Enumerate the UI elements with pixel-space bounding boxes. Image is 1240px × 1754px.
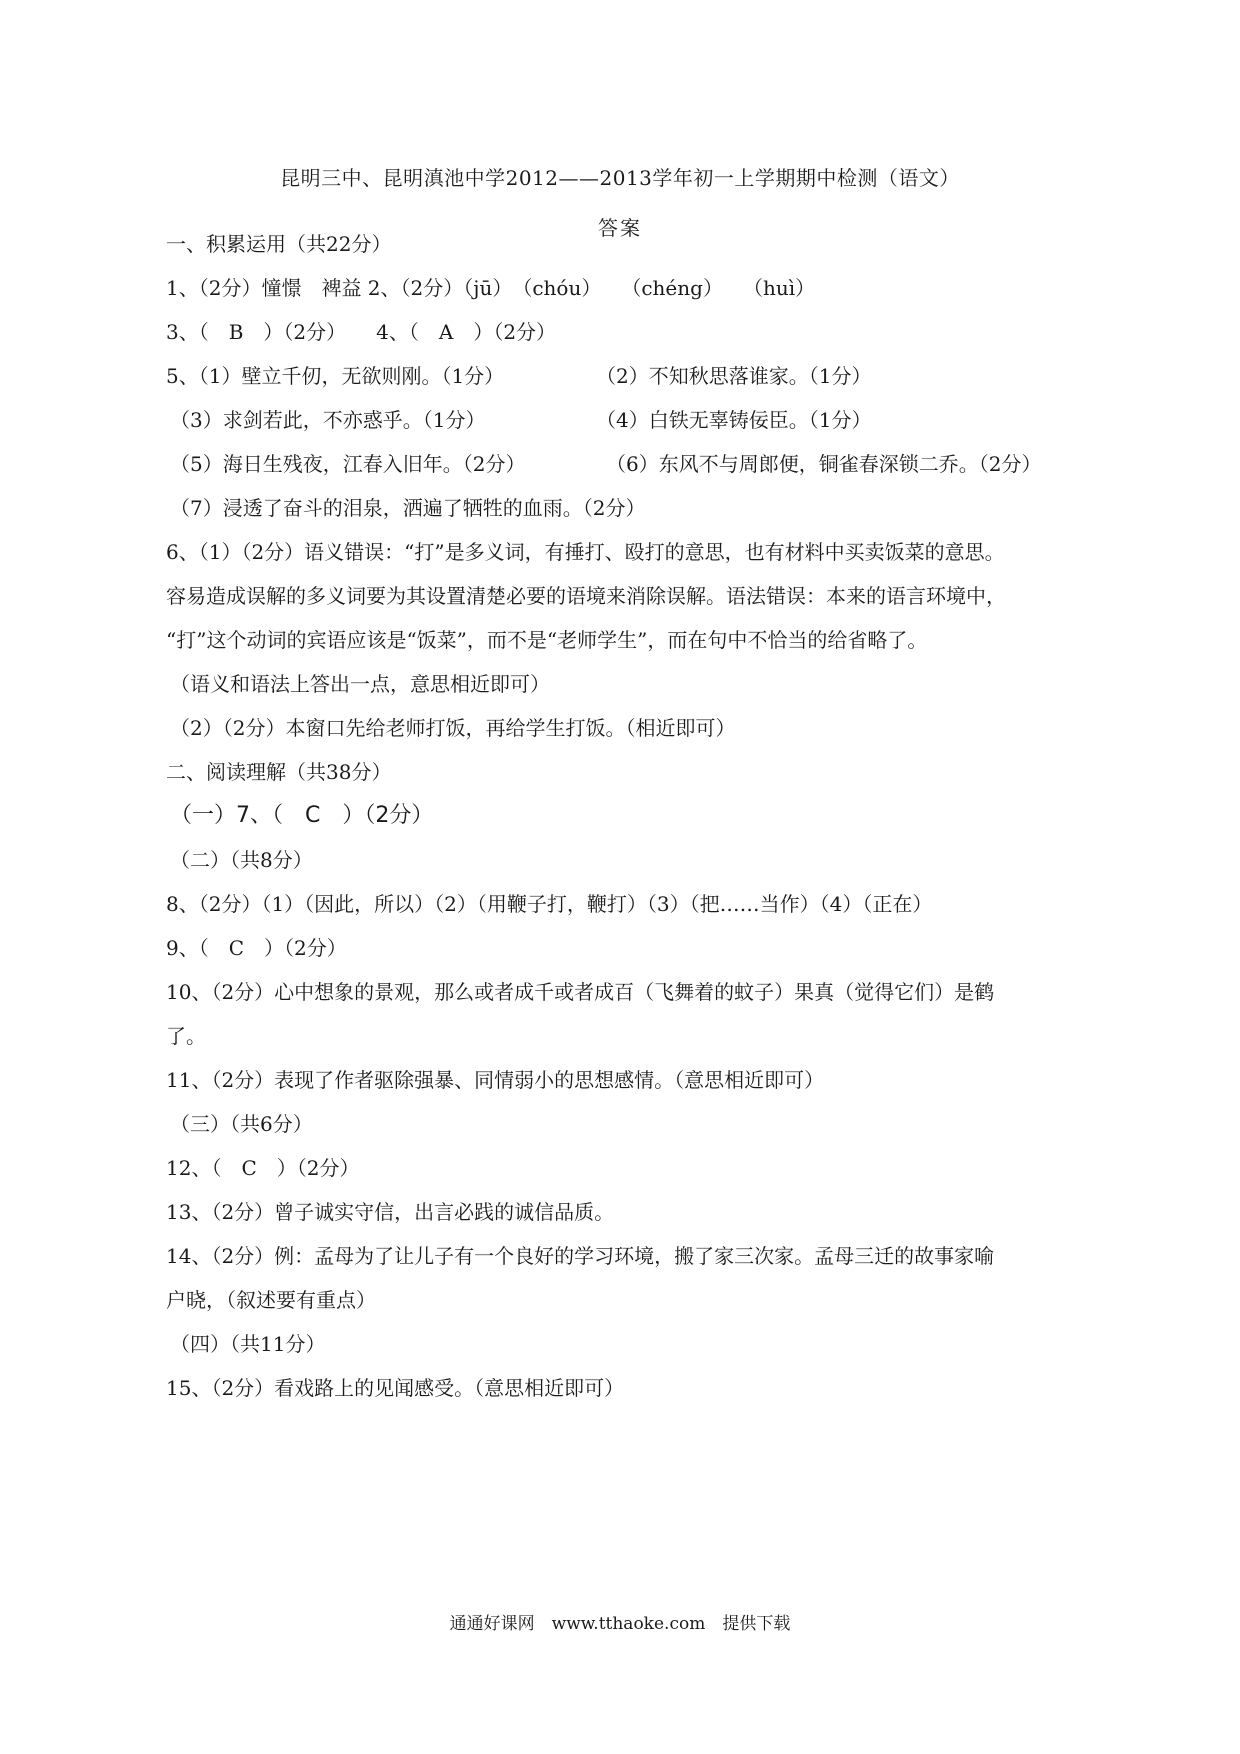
answer-line: （2）不知秋思落谁家。（1分） (596, 364, 872, 388)
answer-line: 5、（1）壁立千仞，无欲则刚。（1分） (166, 364, 505, 388)
answer-line: （语义和语法上答出一点，意思相近即可） (170, 672, 550, 696)
answer-line: （5）海日生残夜，江春入旧年。（2分） (170, 452, 526, 476)
answer-line: （6）东风不与周郎便，铜雀春深锁二乔。（2分） (606, 452, 1042, 476)
answer-line: 15、（2分）看戏路上的见闻感受。（意思相近即可） (166, 1376, 625, 1400)
answer-line: 8、（2分）（1）（因此，所以）（2）（用鞭子打，鞭打）（3）（把……当作）（4）（正在） (166, 892, 933, 916)
answer-line: 3、（ B ）（2分） 4、（ A ）（2分） (166, 320, 557, 344)
answer-line: （3）求剑若此，不亦惑乎。（1分） (170, 408, 486, 432)
answer-line: 9、（ C ）（2分） (166, 936, 347, 960)
page-subtitle: 答案 (598, 216, 642, 240)
answer-line: （7）浸透了奋斗的泪泉，洒遍了牺牲的血雨。（2分） (170, 496, 646, 520)
answer-line: 6、（1）（2分）语义错误：“打”是多义词，有捶打、殴打的意思，也有材料中买卖饭菜的意思。 (166, 540, 1005, 564)
page-footer: 通通好课网 www.tthaoke.com 提供下载 (449, 1614, 791, 1634)
answer-line: 了。 (166, 1024, 206, 1048)
section-heading: 一、积累运用（共22分） (166, 232, 392, 256)
answer-line: （一）7、（ C ）（2分） (170, 803, 434, 828)
answer-line: 14、（2分）例：孟母为了让儿子有一个良好的学习环境，搬了家三次家。孟母三迁的故事家喻 (166, 1244, 995, 1268)
answer-line: 容易造成误解的多义词要为其设置清楚必要的语境来消除误解。语法错误：本来的语言环境中， (166, 584, 1006, 608)
subsection-heading: （四）（共11分） (170, 1332, 326, 1356)
answer-line: 12、（ C ）（2分） (166, 1156, 360, 1180)
answer-line: （2）（2分）本窗口先给老师打饭，再给学生打饭。（相近即可） (170, 716, 736, 740)
answer-line: 11、（2分）表现了作者驱除强暴、同情弱小的思想感情。（意思相近即可） (166, 1068, 825, 1092)
page-title: 昆明三中、昆明滇池中学2012——2013学年初一上学期期中检测（语文） (280, 166, 960, 190)
answer-line: 13、（2分）曾子诚实守信，出言必践的诚信品质。 (166, 1200, 615, 1224)
answer-line: 10、（2分）心中想象的景观，那么或者成千或者成百（飞舞着的蚊子）果真（觉得它们）是鹤 (166, 980, 995, 1004)
answer-line: （4）白铁无辜铸佞臣。（1分） (596, 408, 872, 432)
answer-line: “打”这个动词的宾语应该是“饭菜”，而不是“老师学生”，而在句中不恰当的给省略了。 (166, 628, 928, 652)
section-heading: 二、阅读理解（共38分） (166, 760, 392, 784)
subsection-heading: （三）（共6分） (170, 1112, 313, 1136)
answer-line: 1、（2分）憧憬 裨益 2、（2分）（jū） （chóu） （chéng） （huì） (166, 276, 816, 300)
subsection-heading: （二）（共8分） (170, 848, 313, 872)
answer-line: 户晓，（叙述要有重点） (166, 1288, 376, 1312)
